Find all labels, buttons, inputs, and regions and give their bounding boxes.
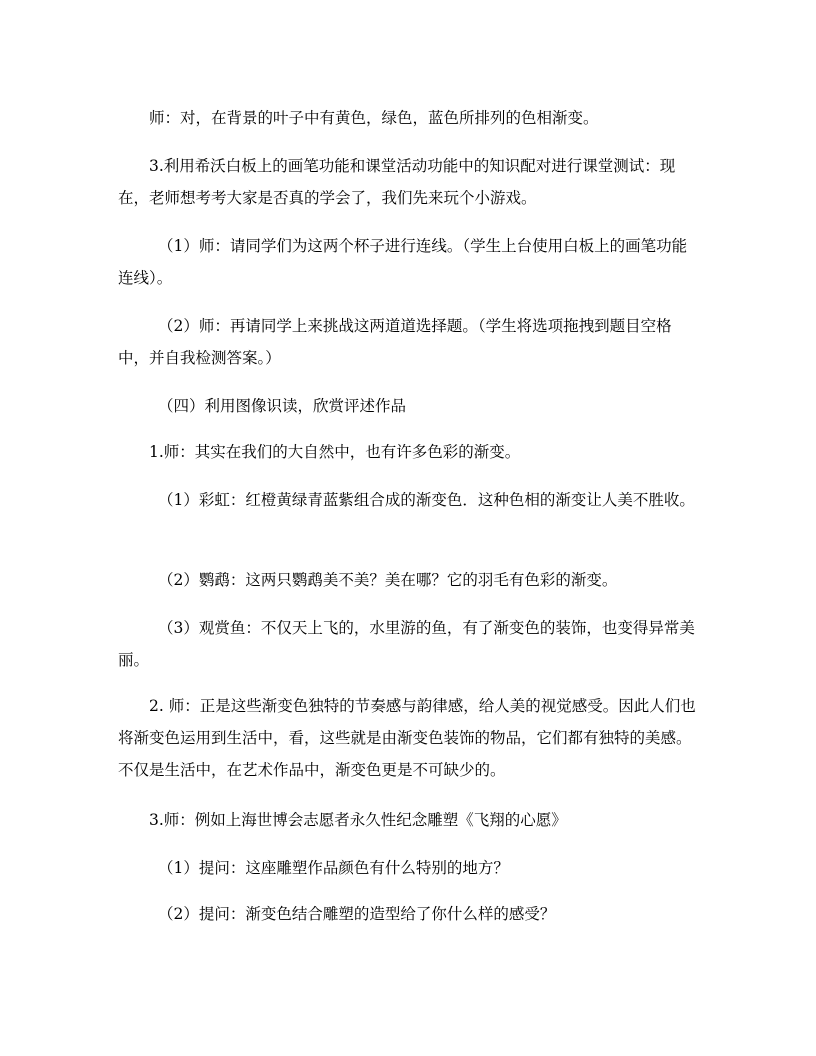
paragraph-ornamental-fish: （3）观赏鱼：不仅天上飞的，水里游的鱼，有了渐变色的装饰，也变得异常美丽。 xyxy=(118,619,695,669)
paragraph-background-leaves: 师：对，在背景的叶子中有黄色，绿色，蓝色所排列的色相渐变。 xyxy=(149,109,599,127)
paragraph-expo-sculpture: 3.师：例如上海世博会志愿者永久性纪念雕塑《飞翔的心愿》 xyxy=(149,811,567,829)
paragraph-whiteboard-test: 3.利用希沃白板上的画笔功能和课堂活动功能中的知识配对进行课堂测试：现在，老师想考考大家是否真的学会了，我们先来玩个小游戏。 xyxy=(118,157,676,207)
question-sculpture-feeling: （2）提问：渐变色结合雕塑的造型给了你什么样的感受？ xyxy=(158,905,556,923)
section-heading-appreciation: （四）利用图像识读，欣赏评述作品 xyxy=(158,397,407,415)
paragraph-cup-matching: （1）师：请同学们为这两个杯子进行连线。（学生上台使用白板上的画笔功能连线）。 xyxy=(118,237,688,287)
question-sculpture-color: （1）提问：这座雕塑作品颜色有什么特别的地方？ xyxy=(158,859,509,877)
paragraph-choice-questions: （2）师：再请同学上来挑战这两道道选择题。（学生将选项拖拽到题目空格中，并自我检测答案。） xyxy=(118,317,672,367)
paragraph-rainbow: （1）彩虹：红橙黄绿青蓝紫组合成的渐变色．这种色相的渐变让人美不胜收。 xyxy=(158,491,695,509)
paragraph-rhythm-and-life: 2. 师：正是这些渐变色独特的节奏感与韵律感，给人美的视觉感受。因此人们也将渐变色运用到生活中，看，这些就是由渐变色装饰的物品，它们都有独特的美感。不仅是生活中，在艺术作品中，渐变色更是不可缺少的。 xyxy=(118,697,696,779)
paragraph-parrots: （2）鹦鹉：这两只鹦鹉美不美？美在哪？它的羽毛有色彩的渐变。 xyxy=(158,571,618,589)
paragraph-nature-gradients: 1.师：其实在我们的大自然中，也有许多色彩的渐变。 xyxy=(149,443,521,461)
